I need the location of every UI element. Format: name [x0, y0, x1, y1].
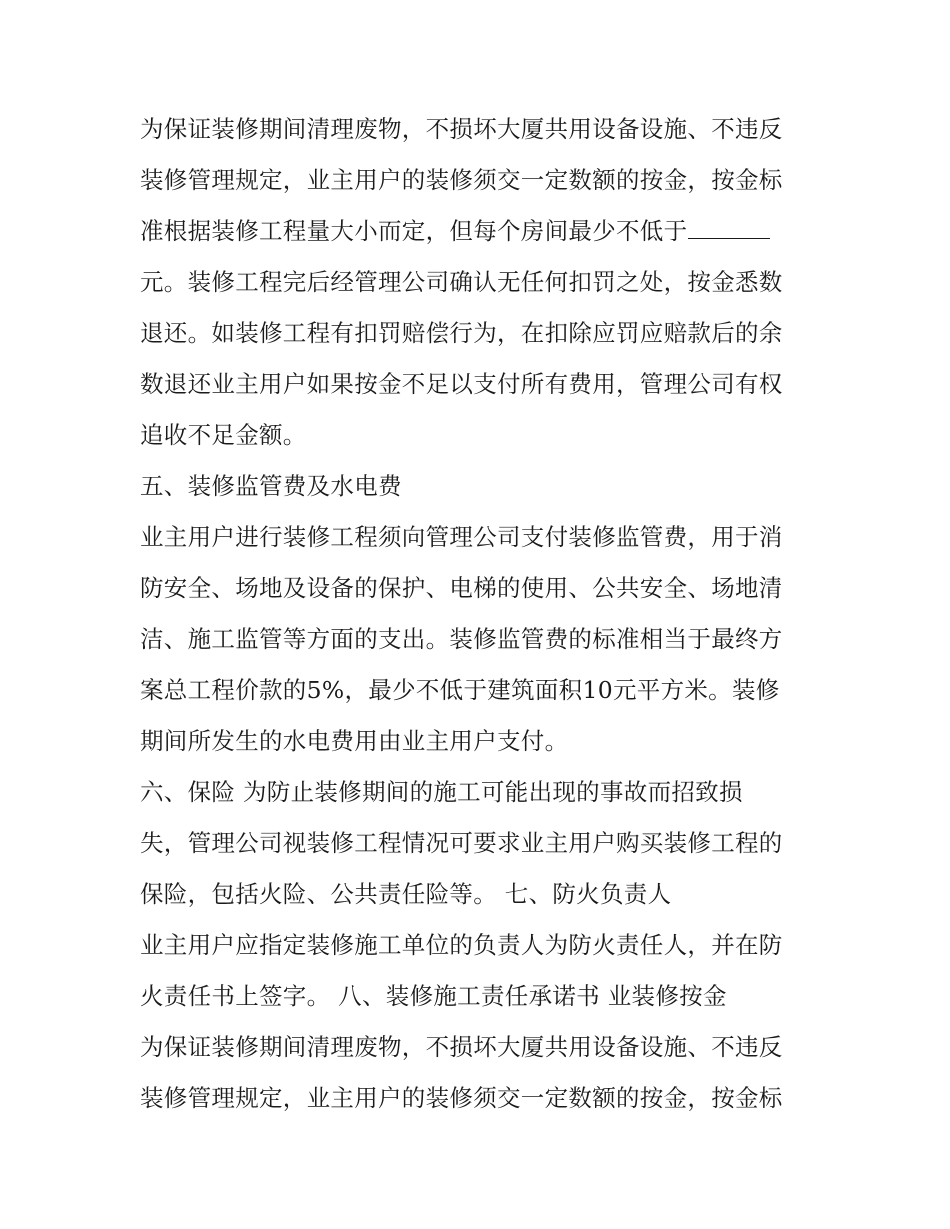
text-line: 防安全、场地及设备的保护、电梯的使用、公共安全、场地清: [140, 574, 783, 602]
text-line: 装修管理规定，业主用户的装修须交一定数额的按金，按金标: [140, 166, 783, 194]
text-line: 退还。如装修工程有扣罚赔偿行为，在扣除应罚应赔款后的余: [140, 319, 783, 347]
fill-in-blank: [688, 218, 770, 239]
text-line: 追收不足金额。: [140, 421, 307, 449]
text-line: 数退还业主用户如果按金不足以支付所有费用，管理公司有权: [140, 370, 783, 398]
text-line: 业主用户进行装修工程须向管理公司支付装修监管费，用于消: [140, 523, 783, 551]
text-line: 保险，包括火险、公共责任险等。 七、防火负责人: [140, 880, 672, 908]
text-line: 为保证装修期间清理废物，不损坏大厦共用设备设施、不违反: [140, 1033, 783, 1061]
section-heading: 五、装修监管费及水电费: [140, 472, 402, 500]
text-line: 元。装修工程完后经管理公司确认无任何扣罚之处，按金悉数: [140, 268, 783, 296]
text-line: 洁、施工监管等方面的支出。装修监管费的标准相当于最终方: [140, 625, 783, 653]
text-line-content: 准根据装修工程量大小而定，但每个房间最少不低于: [140, 217, 688, 245]
text-line: 业主用户应指定装修施工单位的负责人为防火责任人，并在防: [140, 931, 783, 959]
document-page: [140, 104, 820, 1124]
text-line: [140, 206, 820, 257]
text-line: 期间所发生的水电费用由业主用户支付。: [140, 727, 569, 755]
text-line: 失，管理公司视装修工程情况可要求业主用户购买装修工程的: [140, 829, 783, 857]
text-line: 案总工程价款的5%，最少不低于建筑面积10元平方米。装修: [140, 676, 780, 704]
text-line: 六、保险 为防止装修期间的施工可能出现的事故而招致损: [140, 778, 743, 806]
text-line: 装修管理规定，业主用户的装修须交一定数额的按金，按金标: [140, 1084, 783, 1112]
text-line: 火责任书上签字。 八、装修施工责任承诺书 业装修按金: [140, 982, 727, 1010]
text-line: 为保证装修期间清理废物，不损坏大厦共用设备设施、不违反: [140, 115, 783, 143]
